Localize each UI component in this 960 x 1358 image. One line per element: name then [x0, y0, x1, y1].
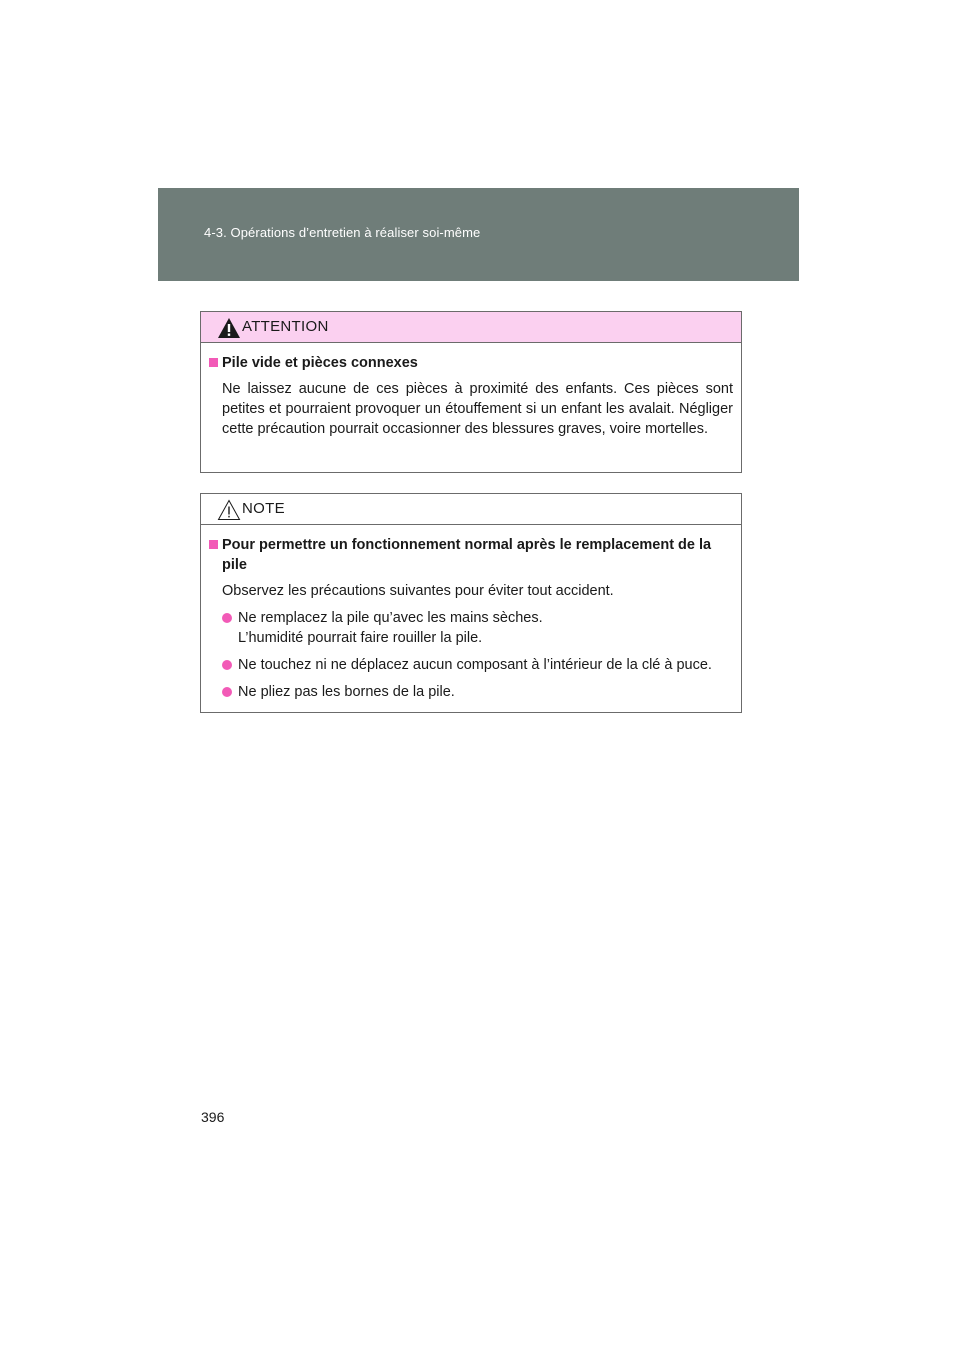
list-item-text-detail: L’humidité pourrait faire rouiller la pile.	[238, 630, 483, 646]
note-intro: Observez les précautions suivantes pour éviter tout accident.	[222, 583, 614, 599]
attention-label: ATTENTION	[242, 318, 329, 335]
round-bullet-icon	[222, 660, 232, 670]
section-title: 4-3. Opérations d’entretien à réaliser soi-même	[204, 225, 481, 240]
attention-box-header	[201, 312, 741, 343]
attention-box-body	[201, 343, 741, 455]
square-bullet-icon	[209, 358, 218, 367]
round-bullet-icon	[222, 613, 232, 623]
attention-heading-text: Pile vide et pièces connexes	[222, 355, 418, 371]
warning-outline-icon	[217, 499, 241, 521]
list-item	[209, 682, 733, 702]
list-item-text: Ne pliez pas les bornes de la pile.	[238, 684, 455, 700]
list-item-text: Ne touchez ni ne déplacez aucun composant à l’intérieur de la clé à puce.	[238, 657, 712, 673]
note-box-body	[201, 525, 741, 718]
section-header-band	[158, 188, 799, 281]
list-item-text: Ne remplacez la pile qu’avec les mains sèches.	[238, 610, 543, 626]
attention-heading	[209, 353, 733, 373]
warning-filled-icon	[217, 317, 241, 339]
square-bullet-icon	[209, 540, 218, 549]
list-item	[209, 655, 733, 675]
page-number: 396	[201, 1109, 225, 1125]
note-heading-text: Pour permettre un fonctionnement normal après le remplacement de la pile	[222, 537, 712, 573]
attention-box	[200, 311, 742, 473]
note-box	[200, 493, 742, 713]
note-label: NOTE	[242, 500, 285, 517]
note-heading	[209, 535, 733, 575]
round-bullet-icon	[222, 687, 232, 697]
attention-text: Ne laissez aucune de ces pièces à proximité des enfants. Ces pièces sont petites et pourraient provoquer un étouffement si un enfant les avalait. Négliger cette précaution pourrait occasionner des blessures graves, voire mortelles.	[222, 381, 733, 437]
note-box-header	[201, 494, 741, 525]
list-item	[209, 608, 733, 648]
